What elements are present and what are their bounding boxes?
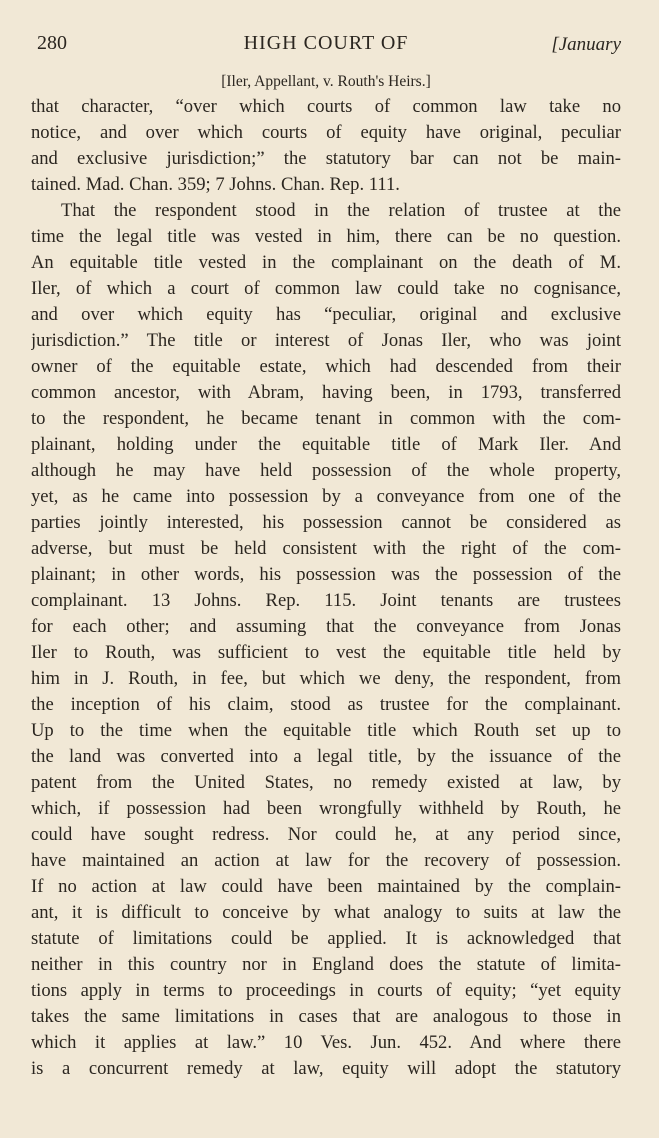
text-line: Iler to Routh, was sufficient to vest the equitable title held by — [31, 642, 621, 663]
text-line: owner of the equitable estate, which had descended from their — [31, 356, 621, 377]
text-line: time the legal title was vested in him, there can be no question. — [31, 226, 621, 247]
text-line: yet, as he came into possession by a conveyance from one of the — [31, 486, 621, 507]
text-line: An equitable title vested in the complainant on the death of M. — [31, 252, 621, 273]
text-line: is a concurrent remedy at law, equity will adopt the statutory — [31, 1058, 621, 1079]
case-caption: [Iler, Appellant, v. Routh's Heirs.] — [221, 73, 431, 90]
text-line: complainant. 13 Johns. Rep. 115. Joint tenants are trustees — [31, 590, 621, 611]
running-head — [31, 30, 621, 64]
text-line: the land was converted into a legal title, by the issuance of the — [31, 746, 621, 767]
text-line: Iler, of which a court of common law could take no cognisance, — [31, 278, 621, 299]
text-line: tained. Mad. Chan. 359; 7 Johns. Chan. Rep. 111. — [31, 174, 400, 195]
text-line: parties jointly interested, his possession cannot be considered as — [31, 512, 621, 533]
text-line: and exclusive jurisdiction;” the statutory bar can not be main- — [31, 148, 621, 169]
text-line: to the respondent, he became tenant in common with the com- — [31, 408, 621, 429]
running-title: HIGH COURT OF — [243, 32, 409, 54]
text-line: that character, “over which courts of common law take no — [31, 96, 621, 117]
text-line: him in J. Routh, in fee, but which we deny, the respondent, from — [31, 668, 621, 689]
text-line: neither in this country nor in England does the statute of limita- — [31, 954, 621, 975]
text-line: notice, and over which courts of equity have original, peculiar — [31, 122, 621, 143]
text-line: have maintained an action at law for the recovery of possession. — [31, 850, 621, 871]
text-line: takes the same limitations in cases that are analogous to those in — [31, 1006, 621, 1027]
page-number: 280 — [37, 32, 67, 54]
text-line: could have sought redress. Nor could he, at any period since, — [31, 824, 621, 845]
text-line: and over which equity has “peculiar, original and exclusive — [31, 304, 621, 325]
text-line: although he may have held possession of the whole property, — [31, 460, 621, 481]
text-line: If no action at law could have been maintained by the complain- — [31, 876, 621, 897]
text-line: plainant, holding under the equitable title of Mark Iler. And — [31, 434, 621, 455]
body-text — [31, 94, 621, 1082]
text-line: plainant; in other words, his possession was the possession of the — [31, 564, 621, 585]
text-line: ant, it is difficult to conceive by what analogy to suits at law the — [31, 902, 621, 923]
text-line: common ancestor, with Abram, having been, in 1793, transferred — [31, 382, 621, 403]
text-line: adverse, but must be held consistent with the right of the com- — [31, 538, 621, 559]
running-date: [January — [551, 34, 621, 55]
text-line: which it applies at law.” 10 Ves. Jun. 452. And where there — [31, 1032, 621, 1053]
text-line: That the respondent stood in the relation of trustee at the — [61, 200, 621, 221]
text-line: which, if possession had been wrongfully withheld by Routh, he — [31, 798, 621, 819]
text-line: jurisdiction.” The title or interest of Jonas Iler, who was joint — [31, 330, 621, 351]
text-line: statute of limitations could be applied. It is acknowledged that — [31, 928, 621, 949]
text-line: the inception of his claim, stood as trustee for the complainant. — [31, 694, 621, 715]
text-line: for each other; and assuming that the conveyance from Jonas — [31, 616, 621, 637]
text-line: tions apply in terms to proceedings in courts of equity; “yet equity — [31, 980, 621, 1001]
text-line: Up to the time when the equitable title which Routh set up to — [31, 720, 621, 741]
text-line: patent from the United States, no remedy existed at law, by — [31, 772, 621, 793]
